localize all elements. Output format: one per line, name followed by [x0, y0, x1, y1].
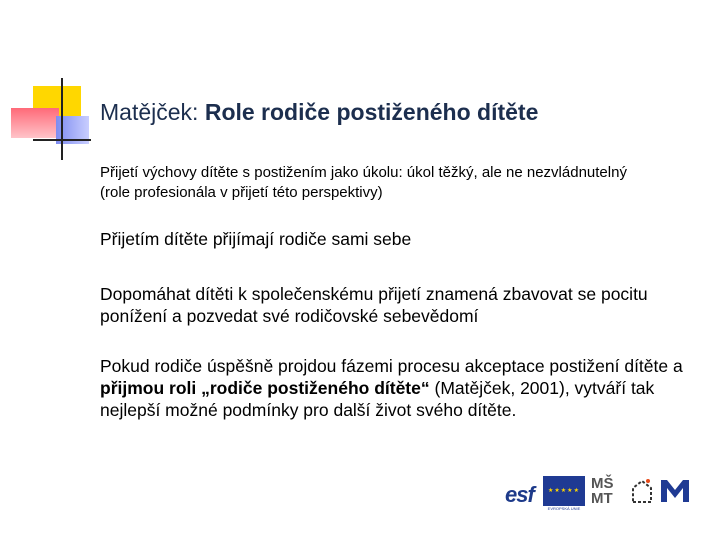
- bullet-3-part1: Pokud rodiče úspěšně projdou fázemi procesu akceptace postižení dítěte a: [100, 356, 683, 376]
- op-logo: [629, 476, 655, 506]
- bullet-3-part2: (Matějček, 2001), vytváří tak nejlepší možné podmínky pro další život svého dítěte.: [100, 378, 655, 420]
- eu-flag-logo: [543, 476, 585, 506]
- decor-pink-rectangle: [11, 108, 59, 138]
- msmt-logo: [589, 476, 627, 510]
- msmt-line2: MT: [591, 490, 613, 507]
- bullet-2: Dopomáhat dítěti k společenskému přijetí znamená zbavovat se pocitu ponížení a pozvedat své rodičovské sebevědomí: [100, 284, 648, 326]
- op-logo-icon: [629, 476, 655, 506]
- slide-title: [100, 99, 538, 126]
- mu-logo: [659, 476, 691, 506]
- bullet-3: [100, 355, 700, 421]
- msmt-logo-text: [591, 476, 614, 506]
- eu-stars-icon: ★★★★★: [548, 488, 580, 494]
- esf-logo-text: esf: [505, 482, 534, 507]
- decor-horizontal-line: [33, 139, 91, 141]
- bullet-1: Přijetím dítěte přijímají rodiče sami sebe: [100, 229, 412, 249]
- bullet-3-bold: přijmou roli „rodiče postiženého dítěte“: [100, 378, 430, 398]
- eu-caption: EVROPSKÁ UNIE: [547, 506, 581, 511]
- decor-vertical-line: [61, 78, 63, 160]
- mu-logo-icon: [659, 476, 691, 506]
- title-main: Role rodiče postiženého dítěte: [204, 99, 539, 125]
- intro-paragraph: Přijetí výchovy dítěte s postižením jako úkolu: úkol těžký, ale ne nezvládnutelný (role profesionála v přijetí této perspektivy): [100, 164, 627, 201]
- esf-logo: [505, 476, 541, 510]
- msmt-line1: MŠ: [591, 475, 614, 492]
- title-prefix: Matějček:: [100, 99, 205, 125]
